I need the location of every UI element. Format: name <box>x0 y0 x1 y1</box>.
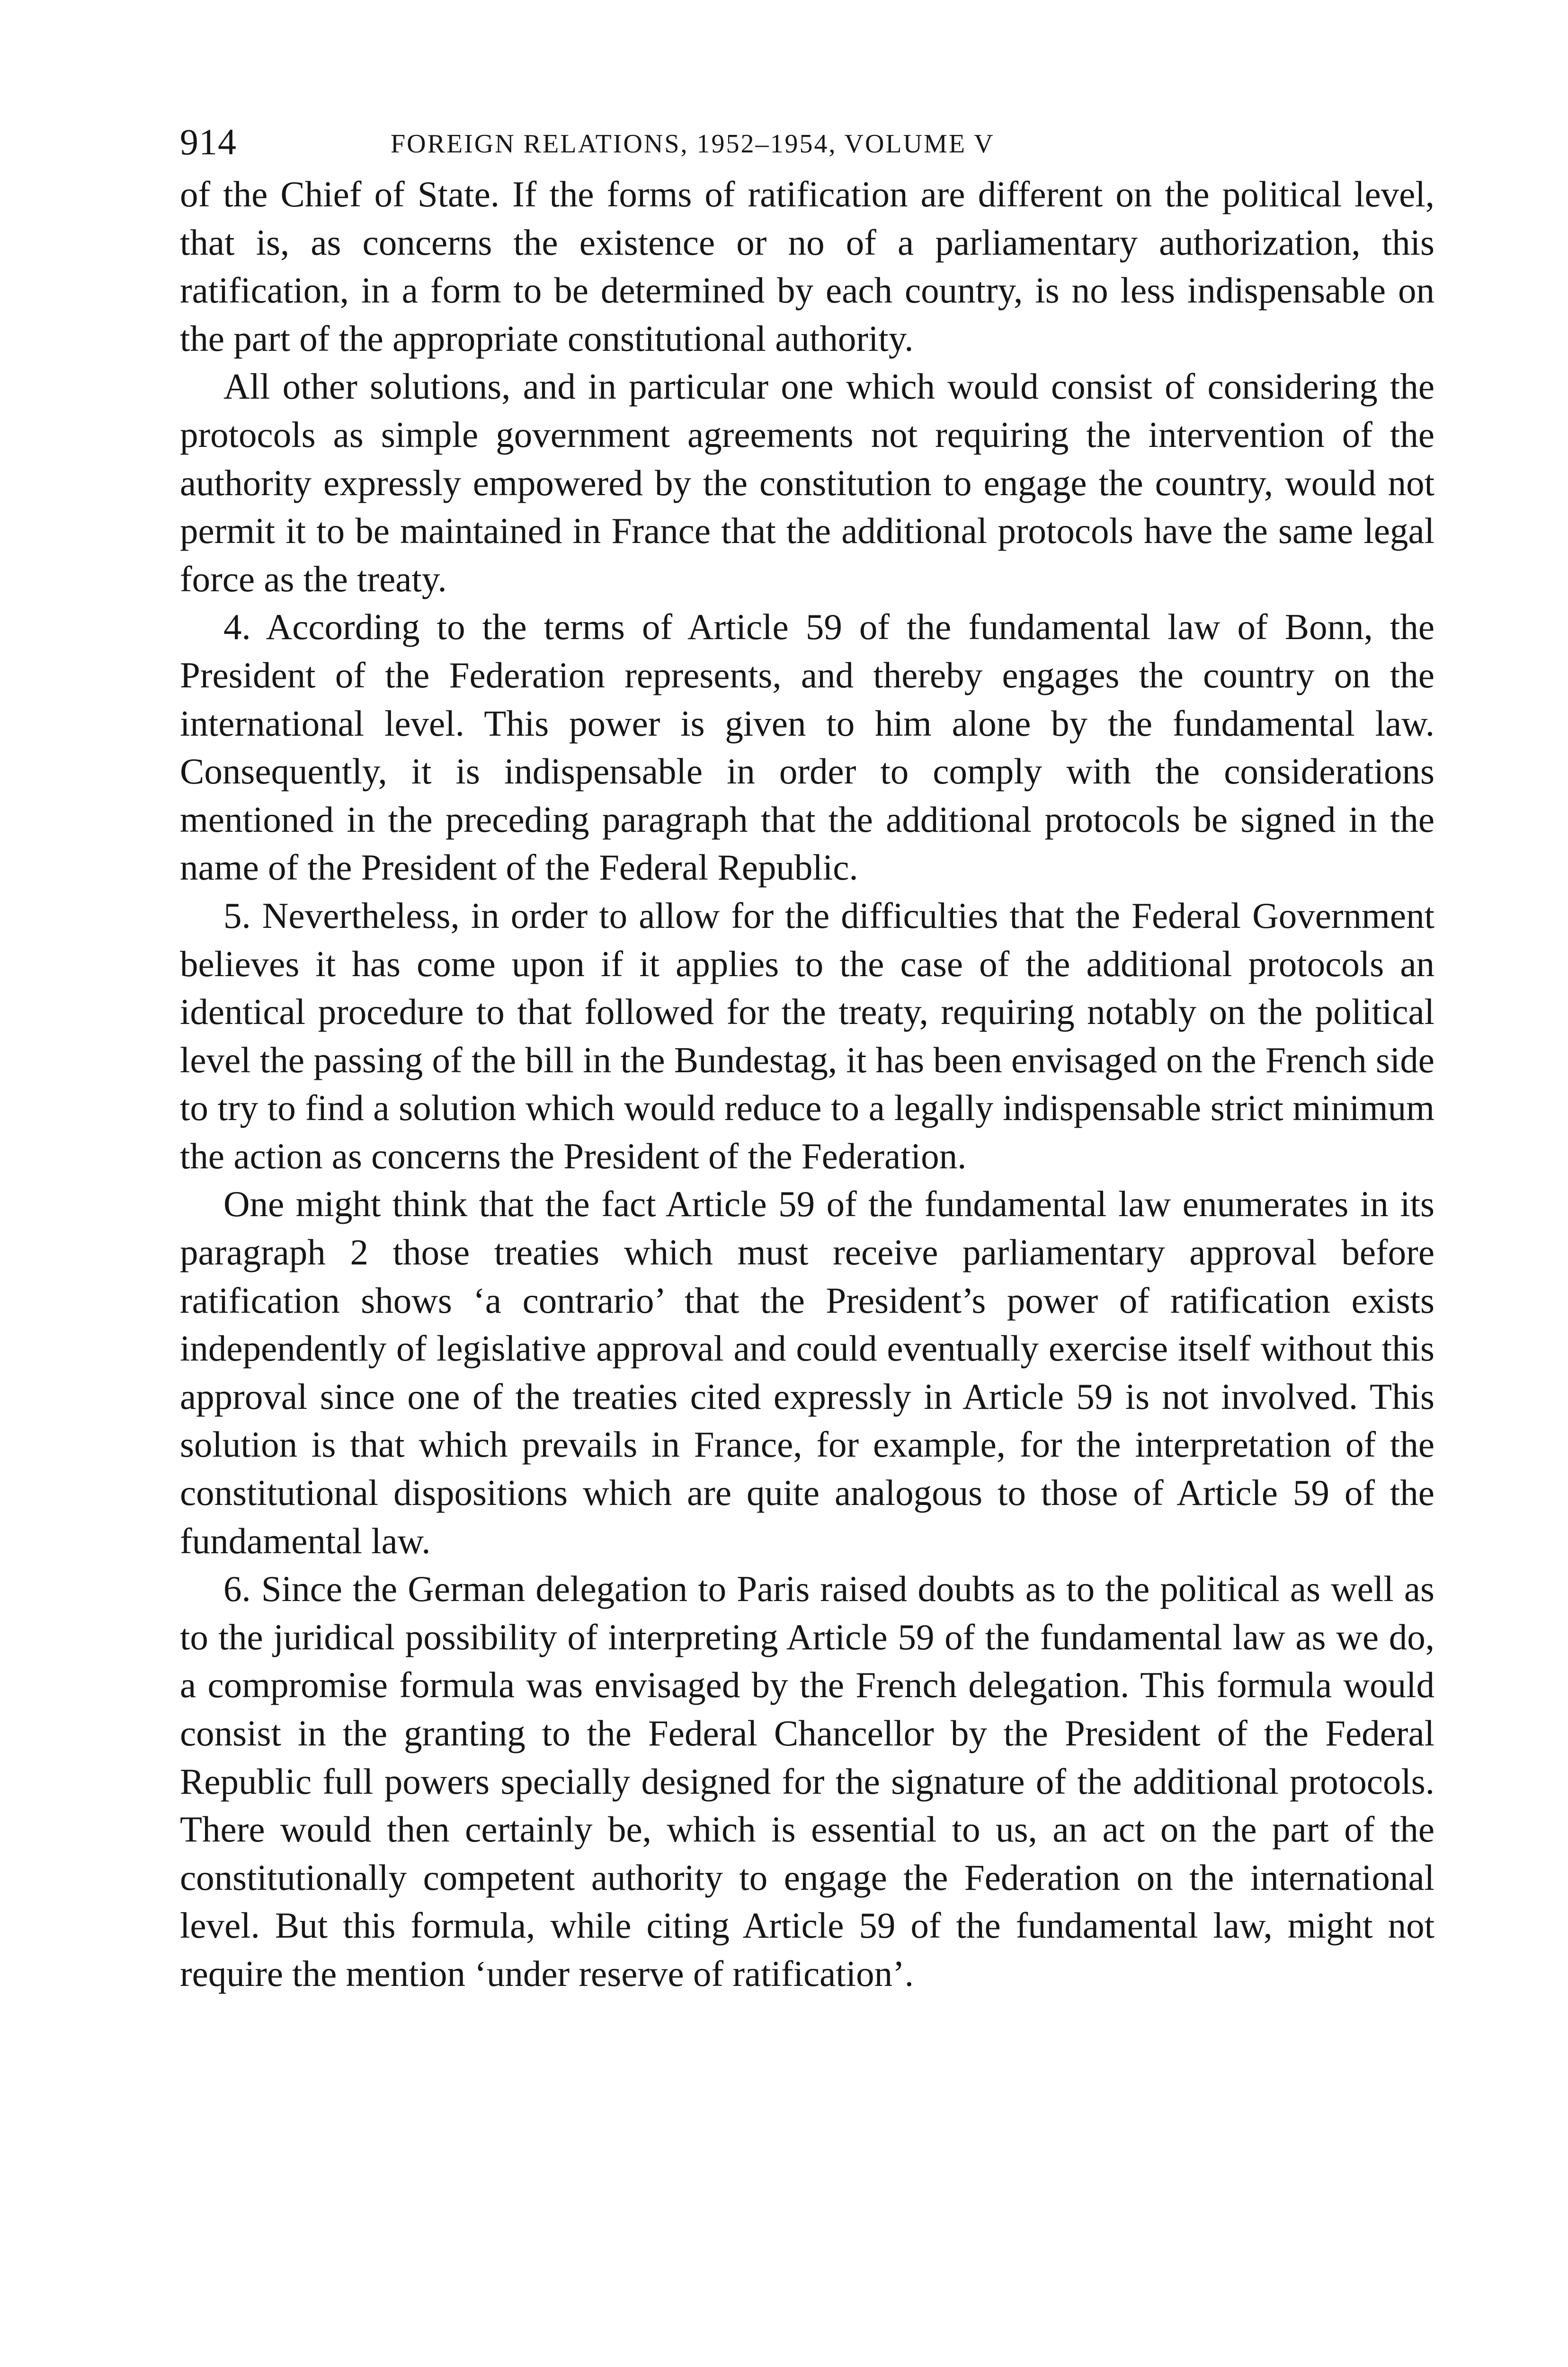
document-page <box>180 118 1434 1998</box>
running-head: FOREIGN RELATIONS, 1952–1954, VOLUME V <box>391 129 995 159</box>
paragraph-continuation: of the Chief of State. If the forms of ratification are different on the political level, that is, as concerns the existence or no of a parliamentary authorization, this ratification, in a form to be determined by each country, is no less indispensable on the part of the appropriate constitutional authority. <box>180 174 1434 359</box>
paragraph-4: 4. According to the terms of Article 59 of the fundamental law of Bonn, the President of the Federation represents, and thereby engages the country on the international level. This power is given to him alone by the fundamental law. Consequently, it is indispensable in order to comply with the considerations mentioned in the preceding paragraph that the additional protocols be signed in the name of the President of the Federal Republic. <box>180 606 1434 888</box>
paragraph-article-59: One might think that the fact Article 59 of the fundamental law enumerates in its paragraph 2 those treaties which must receive parliamentary approval before ratification shows ‘a contrario’ that the President’s power of ratification exists independently of legislative approval and could eventually exercise itself without this approval since one of the treaties cited expressly in Article 59 is not involved. This solution is that which prevails in France, for example, for the interpretation of the constitutional dispositions which are quite analogous to those of Article 59 of the fundamental law. <box>180 1184 1434 1561</box>
paragraph-other-solutions: All other solutions, and in particular one which would consist of considering the protocols as simple government agreements not requiring the intervention of the authority expressly empowered by the constitution to engage the country, would not permit it to be maintained in France that the additional protocols have the same legal force as the treaty. <box>180 366 1434 599</box>
paragraph-5: 5. Nevertheless, in order to allow for the difficulties that the Federal Government believes it has come upon if it applies to the case of the additional protocols an identical procedure to that followed for the treaty, requiring notably on the political level the passing of the bill in the Bundestag, it has been envisaged on the French side to try to find a solution which would reduce to a legally indispensable strict minimum the action as concerns the President of the Federation. <box>180 895 1434 1176</box>
page-number: 914 <box>180 121 237 162</box>
paragraph-6: 6. Since the German delegation to Paris raised doubts as to the political as well as to the juridical possibility of interpreting Article 59 of the fundamental law as we do, a compromise formula was envisaged by the French delegation. This formula would consist in the granting to the Federal Chancellor by the President of the Federal Republic full powers specially designed for the signature of the additional protocols. There would then certainly be, which is essential to us, an act on the part of the constitutionally competent authority to engage the Federation on the international level. But this formula, while citing Article 59 of the fundamental law, might not require the mention ‘under reserve of ratification’. <box>180 1568 1434 1994</box>
body-text <box>180 170 1434 1998</box>
page-header <box>180 118 1434 170</box>
